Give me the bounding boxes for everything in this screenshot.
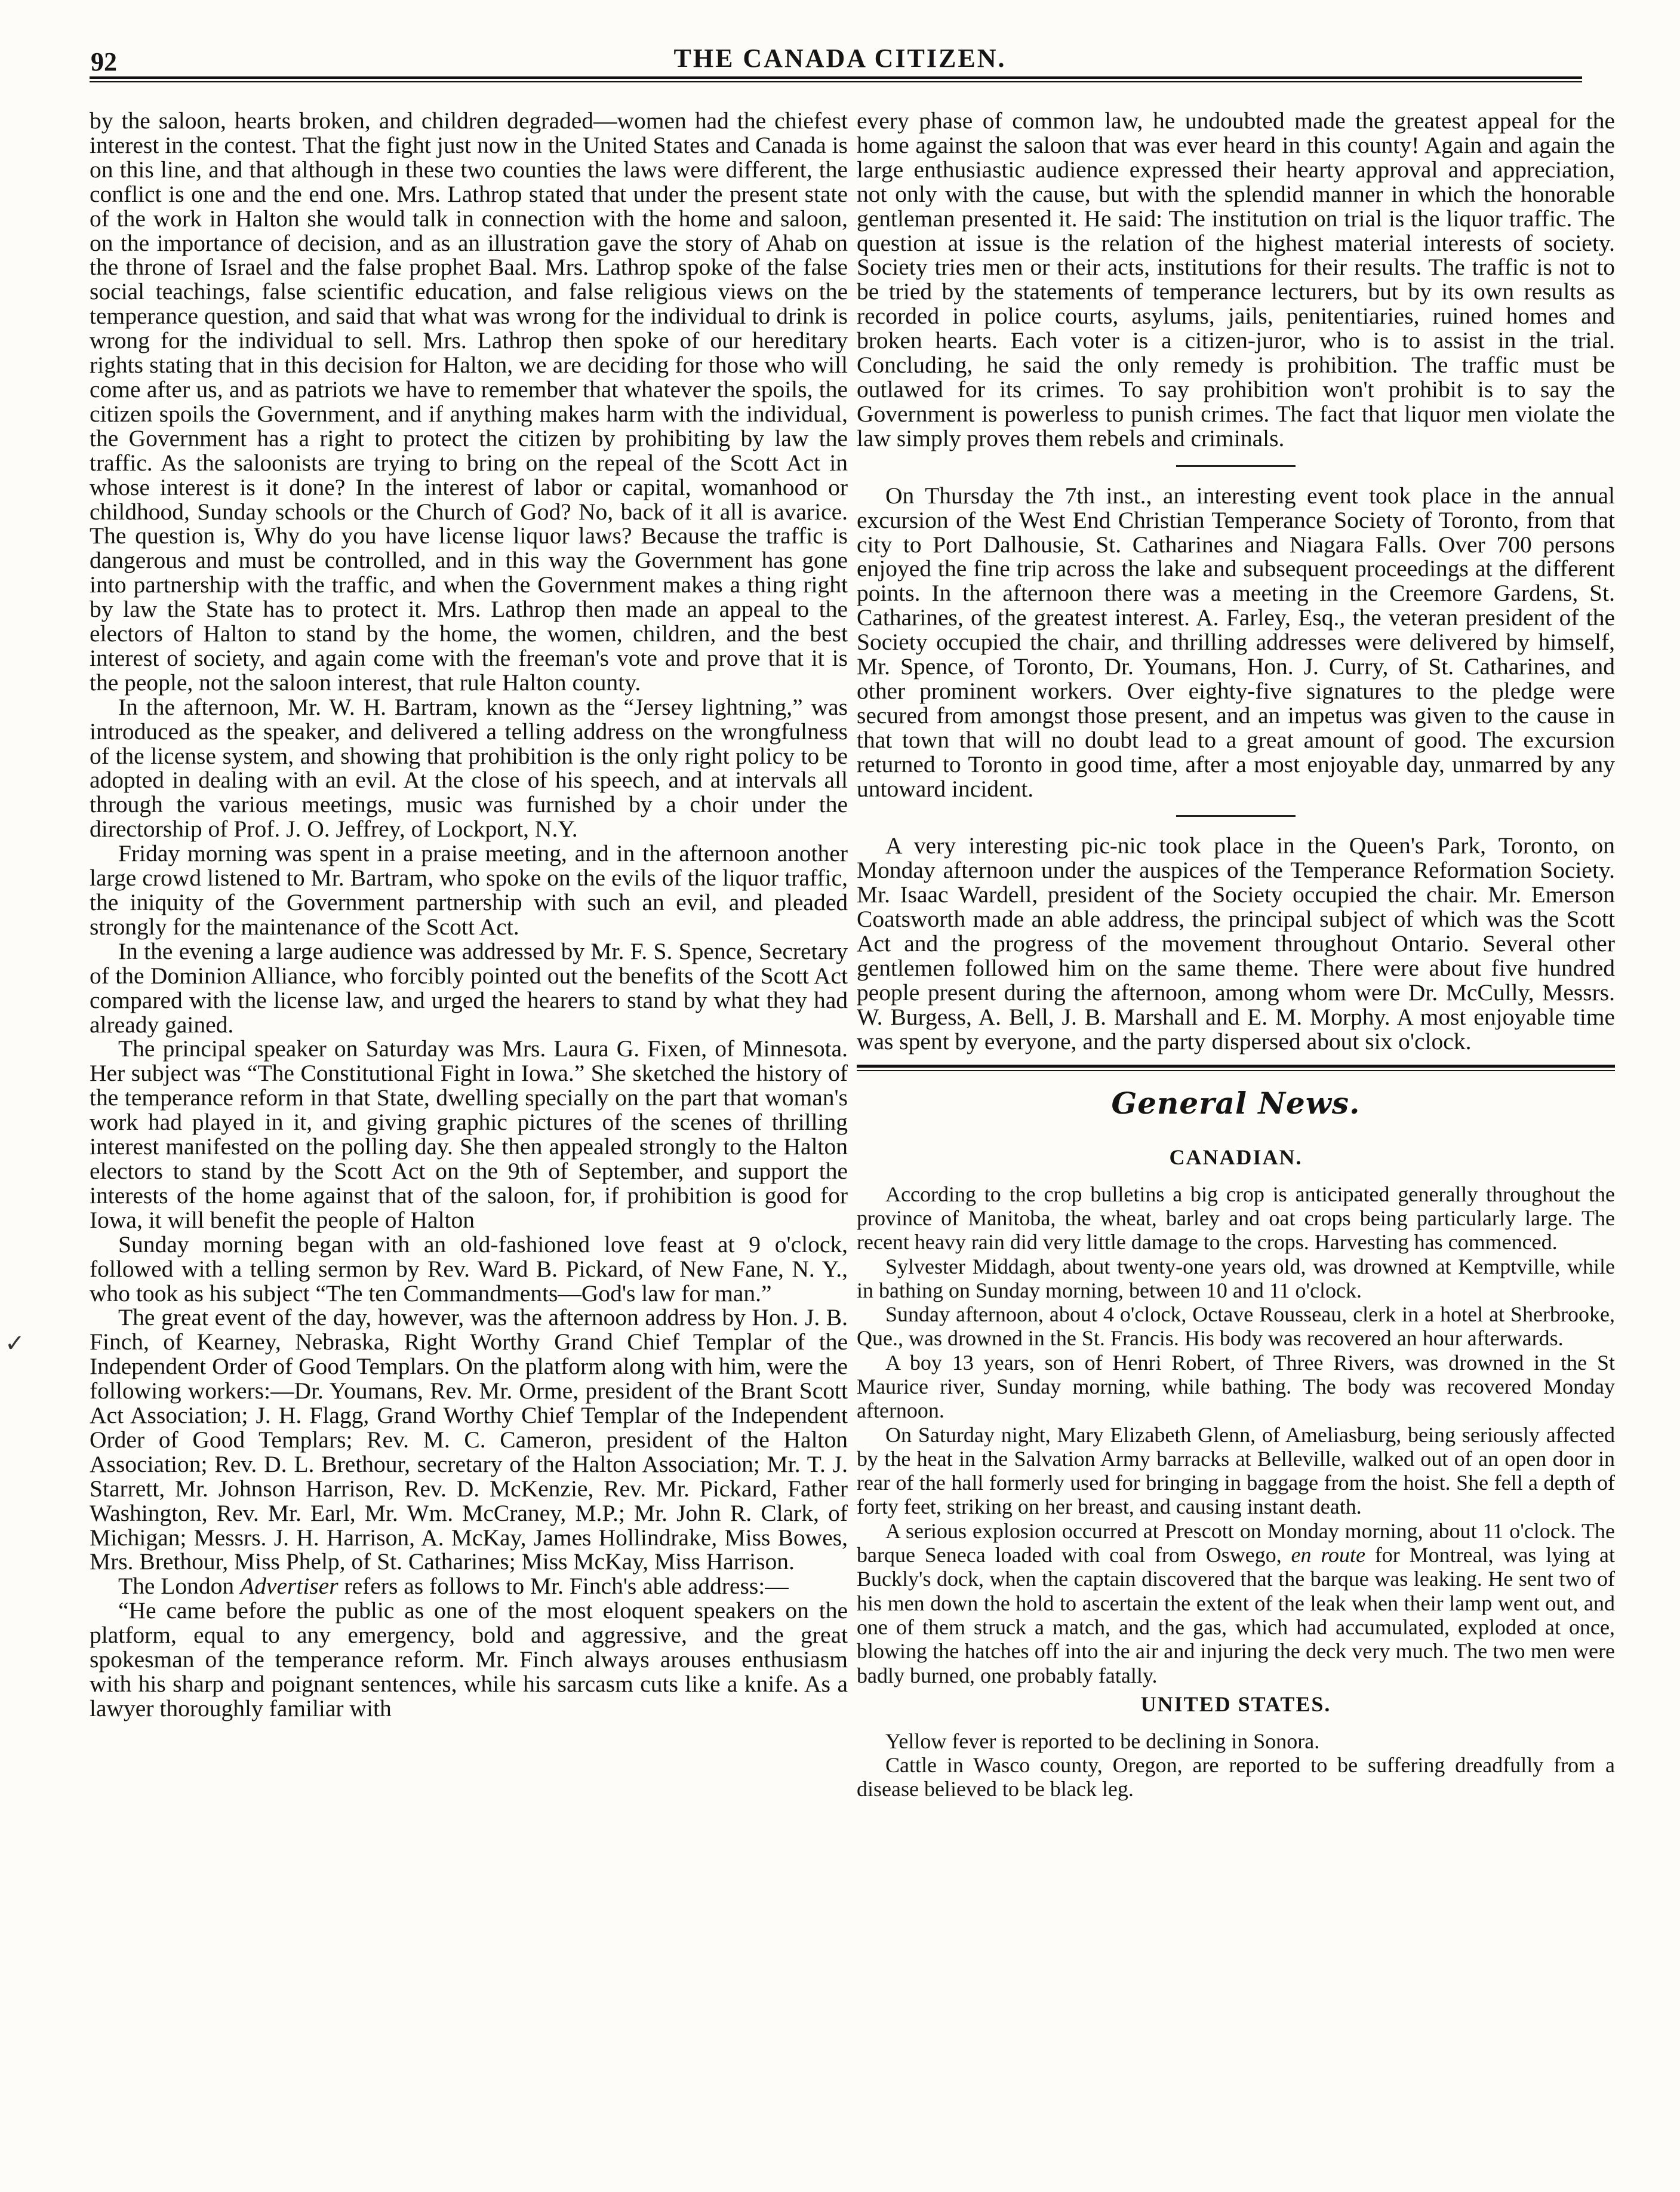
newspaper-name: Advertiser	[240, 1573, 339, 1600]
left-paragraph-lathrop: by the saloon, hearts broken, and children degraded—women had the chiefest interest in the contest. That the fight just now in the United States and Canada is on this line, and that although in these two counties the laws were different, the conflict is one and the end one. Mrs. Lathrop stated that under the present state of the work in Halton she would talk in connection with the home and saloon, on the importance of decision, and as an illustration gave the story of Ahab on the throne of Israel and the false prophet Baal. Mrs. Lathrop spoke of the false social teachings, false scientific education, and false religious views on the temperance question, and said that what was wrong for the individual to drink is wrong for the individual to sell. Mrs. Lathrop then spoke of our hereditary rights stating that in this decision for Halton, we are deciding for those who will come after us, and as patriots we have to remember that whatever the spoils, the citizen spoils the Government, and if anything makes harm with the individual, the Government has a right to protect the citizen by prohibiting by law the traffic. As the saloonists are trying to bring on the repeal of the Scott Act in whose interest is it done? In the interest of labor or capital, womanhood or childhood, Sunday schools or the Church of God? No, back of it all is avarice. The question is, Why do you have license liquor laws? Because the traffic is dangerous and must be controlled, and in this way the Government has gone into partnership with the traffic, and when the Government makes a thing right by law the State has to protect it. Mrs. Lathrop then made an appeal to the electors of Halton to stand by the home, the women, children, and the best interest of society, and again come with the freeman's vote and prove that it is the people, not the saloon interest, that rule Halton county.	[90, 107, 848, 696]
general-news-heading: General News.	[1111, 1085, 1361, 1121]
news-item: Sylvester Middagh, about twenty-one years old, was drowned at Kemptville, while in bathing on Sunday morning, between 10 and 11 o'clock.	[857, 1254, 1615, 1302]
united-states-heading: UNITED STATES.	[1140, 1692, 1331, 1716]
left-paragraph-sunday: Sunday morning began with an old-fashioned love feast at 9 o'clock, followed with a telling sermon by Rev. Ward B. Pickard, of New Fane, N. Y., who took as his subject “The ten Commandments—God's law for man.”	[90, 1231, 848, 1306]
left-paragraph-advertiser: The London Advertiser refers as follows to Mr. Finch's able address:—	[118, 1573, 789, 1600]
news-item: Cattle in Wasco county, Oregon, are reported to be suffering dreadfully from a disease believed to be black leg.	[857, 1753, 1615, 1801]
left-paragraph-evening: In the evening a large audience was addressed by Mr. F. S. Spence, Secretary of the Dominion Alliance, who forcibly pointed out the benefits of the Scott Act compared with the license law, and urged the hearers to stand by what they had already gained.	[90, 937, 848, 1038]
news-item: A boy 13 years, son of Henri Robert, of Three Rivers, was drowned in the St Maurice river, Sunday morning, while bathing. The body was recovered Monday afternoon.	[857, 1350, 1615, 1423]
header-rule-thick	[90, 76, 1582, 79]
margin-tick-mark: ‏✓	[5, 1330, 25, 1357]
left-paragraph-finch: The great event of the day, however, was the afternoon address by Hon. J. B. Finch, of Kearney, Nebraska, Right Worthy Grand Chief Templar of the Independent Order of Good Templars. On the platform along with him, were the following workers:—Dr. Youmans, Rev. Mr. Orme, president of the Brant Scott Act Association; J. H. Flagg, Grand Worthy Chief Templar of the Independent Order of Good Templars; Rev. M. C. Cameron, president of the Halton Association; Rev. D. L. Brethour, secretary of the Halton Association; Mr. T. J. Starrett, Mr. Johnson Harrison, Rev. D. McKenzie, Rev. Mr. Pickard, Father Washington, Rev. Mr. Earl, Mr. Wm. McCraney, M.P.; Mr. John R. Clark, of Michigan; Messrs. J. H. Harrison, A. McKay, James Hollindrake, Miss Bowes, Mrs. Brethour, Miss Phelp, of St. Catharines; Miss McKay, Miss Harrison.	[90, 1304, 848, 1575]
page-number: 92	[91, 47, 117, 76]
canadian-heading: CANADIAN.	[1169, 1145, 1303, 1169]
left-paragraph-quote: “He came before the public as one of the most eloquent speakers on the platform, equal to any emergency, bold and aggressive, and the great spokesman of the temperance reform. Mr. Finch always arouses enthusiasm with his sharp and poignant sentences, while his sarcasm cuts like a knife. As a lawyer thoroughly familiar with	[90, 1597, 848, 1721]
section-rule-thin	[857, 1070, 1615, 1071]
italic-phrase: en route	[1291, 1543, 1365, 1567]
left-paragraph-saturday: The principal speaker on Saturday was Mrs. Laura G. Fixen, of Minnesota. Her subject was “The Constitutional Fight in Iowa.” She sketched the history of the temperance reform in that State, dwelling specially on the part that woman's work had played in it, and giving graphic pictures of the scenes of thrilling interest manifested on the polling day. She then appealed strongly to the Halton electors to stand by the Scott Act on the 9th of September, and support the interests of the home against that of the saloon, for, if prohibition is good for Iowa, it will benefit the people of Halton	[90, 1035, 848, 1233]
right-paragraph-picnic: A very interesting pic-nic took place in the Queen's Park, Toronto, on Monday afternoon under the auspices of the Temperance Reformation Society. Mr. Isaac Wardell, president of the Society occupied the chair. Mr. Emerson Coatsworth made an able address, the principal subject of which was the Scott Act and the progress of the movement throughout Ontario. Several other gentlemen followed him on the same theme. There were about five hundred people present during the afternoon, among whom were Dr. McCully, Messrs. W. Burgess, A. Bell, J. B. Marshall and E. M. Morphy. A most enjoyable time was spent by everyone, and the party dispersed about six o'clock.	[857, 832, 1615, 1055]
news-item-explosion: A serious explosion occurred at Prescott on Monday morning, about 11 o'clock. The barque Seneca loaded with coal from Oswego, en route for Montreal, was lying at Buckly's dock, when the captain discovered that the barque was leaking. He sent two of his men down the hold to ascertain the extent of the leak when their lamp went out, and one of them struck a match, and the gas, which had accumulated, exploded at once, blowing the hatches off into the air and injuring the deck very much. The two men were badly burned, one probably fatally.	[857, 1518, 1616, 1687]
left-paragraph-friday: Friday morning was spent in a praise meeting, and in the afternoon another large crowd listened to Mr. Bartram, who spoke on the evils of the liquor traffic, the iniquity of the Government partnership with such an evil, and pleaded strongly for the maintenance of the Scott Act.	[90, 840, 848, 940]
left-paragraph-bartram: In the afternoon, Mr. W. H. Bartram, known as the “Jersey lightning,” was introduced as the speaker, and delivered a telling address on the wrongfulness of the license system, and showing that prohibition is the only right policy to be adopted in dealing with an evil. At the close of his speech, and at intervals all through the various meetings, music was furnished by a choir under the directorship of Prof. J. O. Jeffrey, of Lockport, N.Y.	[90, 693, 848, 843]
section-rule-thick	[857, 1065, 1615, 1068]
right-paragraph-finch-cont: every phase of common law, he undoubted made the greatest appeal for the home against the saloon that was ever heard in this county! Again and again the large enthusiastic audience expressed their hearty approval and appreciation, not only with the cause, but with the splendid manner in which the honorable gentleman presented it. He said: The institution on trial is the liquor traffic. The question at issue is the relation of the highest material interests of society. Society tries men or their acts, institutions for their results. The traffic is not to be tried by the statements of temperance lecturers, but by its own results as recorded in police courts, asylums, jails, penitentiaries, ruined homes and broken hearts. Each voter is a citizen-juror, who is to assist in the trial. Concluding, he said the only remedy is prohibition. The traffic must be outlawed for its crimes. To say prohibition won't prohibit is to say the Government is powerless to punish crimes. The fact that liquor men violate the law simply proves them rebels and criminals.	[857, 107, 1615, 451]
right-paragraph-excursion: On Thursday the 7th inst., an interesting event took place in the annual excursion of the West End Christian Temperance Society of Toronto, from that city to Port Dalhousie, St. Catharines and Niagara Falls. Over 700 persons enjoyed the fine trip across the lake and subsequent proceedings at the different points. In the afternoon there was a meeting in the Creemore Gardens, St. Catharines, of the greatest interest. A. Farley, Esq., the veteran president of the Society occupied the chair, and thrilling addresses were delivered by himself, Mr. Spence, of Toronto, Dr. Youmans, Hon. J. Curry, of St. Catharines, and other prominent workers. Over eighty-five signatures to the pledge were secured from amongst those present, and an impetus was given to the cause in that town that will no doubt lead to a great amount of good. The excursion returned to Toronto in good time, after a most enjoyable day, unmarred by any untoward incident.	[857, 482, 1615, 802]
news-item: According to the crop bulletins a big crop is anticipated generally throughout the province of Manitoba, the wheat, barley and oat crops being particularly large. The recent heavy rain did very little damage to the crops. Harvesting has commenced.	[857, 1182, 1615, 1255]
news-item: On Saturday night, Mary Elizabeth Glenn, of Ameliasburg, being seriously affected by the heat in the Salvation Army barracks at Belleville, walked out of an open door in rear of the hall formerly used for bringing in baggage from the hoist. She fell a depth of forty feet, striking on her breast, and causing instant death.	[857, 1422, 1615, 1519]
article-divider	[1176, 465, 1296, 467]
article-divider	[1176, 815, 1296, 817]
masthead-title: THE CANADA CITIZEN.	[673, 44, 1007, 73]
left-column	[90, 109, 848, 1721]
news-item: Sunday afternoon, about 4 o'clock, Octave Rousseau, clerk in a hotel at Sherbrooke, Que., was drowned in the St. Francis. His body was recovered an hour afterwards.	[857, 1302, 1615, 1351]
news-item: Yellow fever is reported to be declining in Sonora.	[885, 1729, 1320, 1753]
right-column	[857, 109, 1615, 1801]
header-rule-thin	[90, 81, 1582, 82]
